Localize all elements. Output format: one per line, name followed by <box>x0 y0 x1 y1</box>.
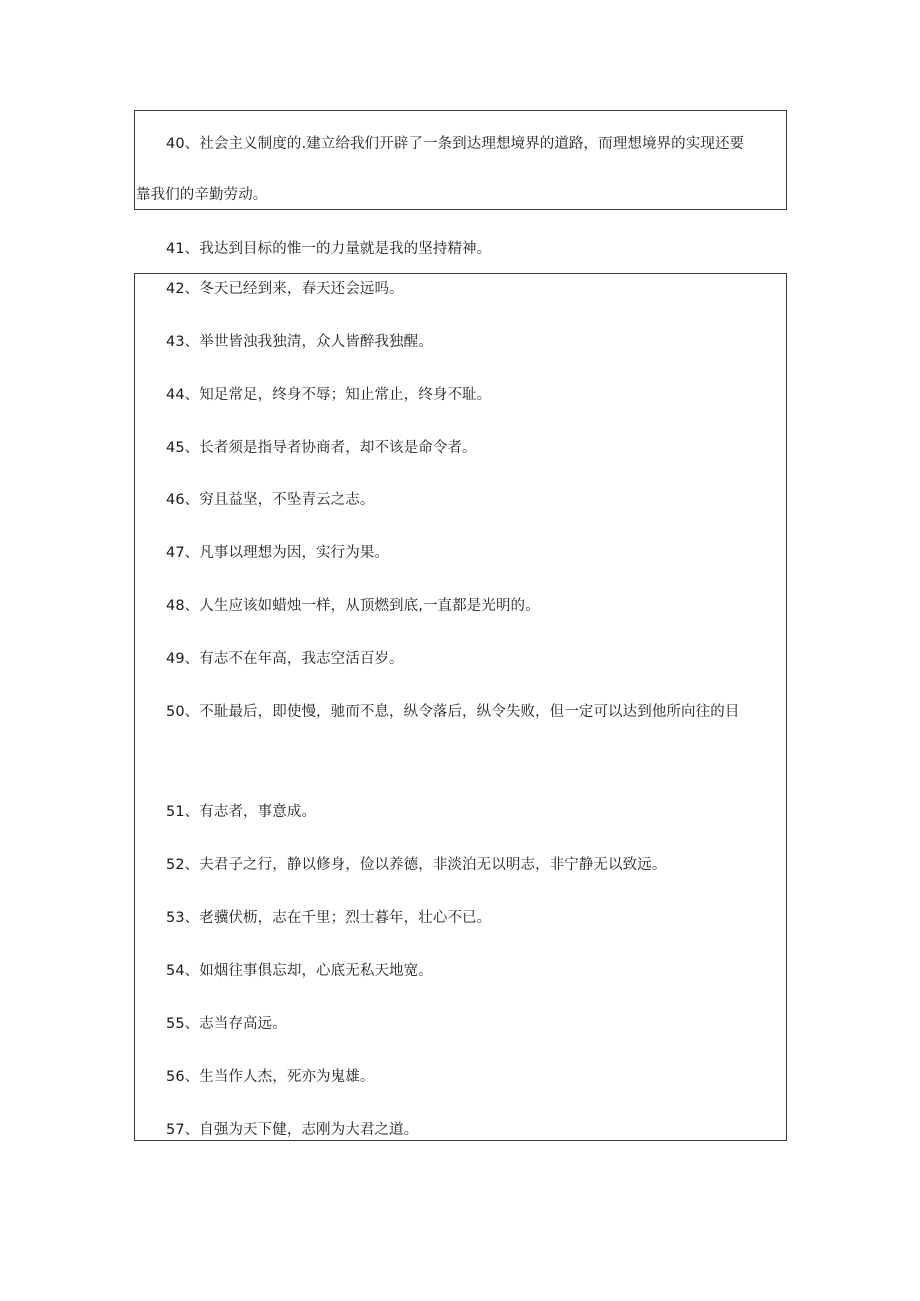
quote-53: 53、老骥伏枥，志在千里；烈士暮年，壮心不已。 <box>166 910 492 926</box>
quote-55: 55、志当存高远。 <box>166 1016 287 1032</box>
quote-49: 49、有志不在年高，我志空活百岁。 <box>166 651 404 667</box>
quote-42: 42、冬天已经到来，春天还会远吗。 <box>166 281 404 297</box>
quote-50: 50、不耻最后，即使慢，驰而不息，纵令落后，纵令失败，但一定可以达到他所向往的目 <box>166 704 740 720</box>
quote-54: 54、如烟往事俱忘却，心底无私天地宽。 <box>166 963 433 979</box>
quote-43: 43、举世皆浊我独清，众人皆醉我独醒。 <box>166 334 433 350</box>
quote-46: 46、穷且益坚，不坠青云之志。 <box>166 492 375 508</box>
quote-47: 47、凡事以理想为因，实行为果。 <box>166 545 390 561</box>
quote-40-line-1: 40、社会主义制度的.建立给我们开辟了一条到达理想境界的道路，而理想境界的实现还要 <box>166 136 745 152</box>
quote-45: 45、长者须是指导者协商者，却不该是命令者。 <box>166 440 477 456</box>
quote-57: 57、自强为天下健，志刚为大君之道。 <box>166 1122 419 1138</box>
quote-51: 51、有志者，事意成。 <box>166 804 317 820</box>
quote-48: 48、人生应该如蜡烛一样，从顶燃到底,一直都是光明的。 <box>166 598 540 614</box>
quote-56: 56、生当作人杰，死亦为鬼雄。 <box>166 1069 375 1085</box>
quote-41: 41、我达到目标的惟一的力量就是我的坚持精神。 <box>166 241 492 257</box>
quote-44: 44、知足常足，终身不辱；知止常止，终身不耻。 <box>166 387 492 403</box>
quote-52: 52、夫君子之行，静以修身，俭以养德，非淡泊无以明志，非宁静无以致远。 <box>166 857 667 873</box>
quote-40-line-2: 靠我们的辛勤劳动。 <box>136 187 268 203</box>
